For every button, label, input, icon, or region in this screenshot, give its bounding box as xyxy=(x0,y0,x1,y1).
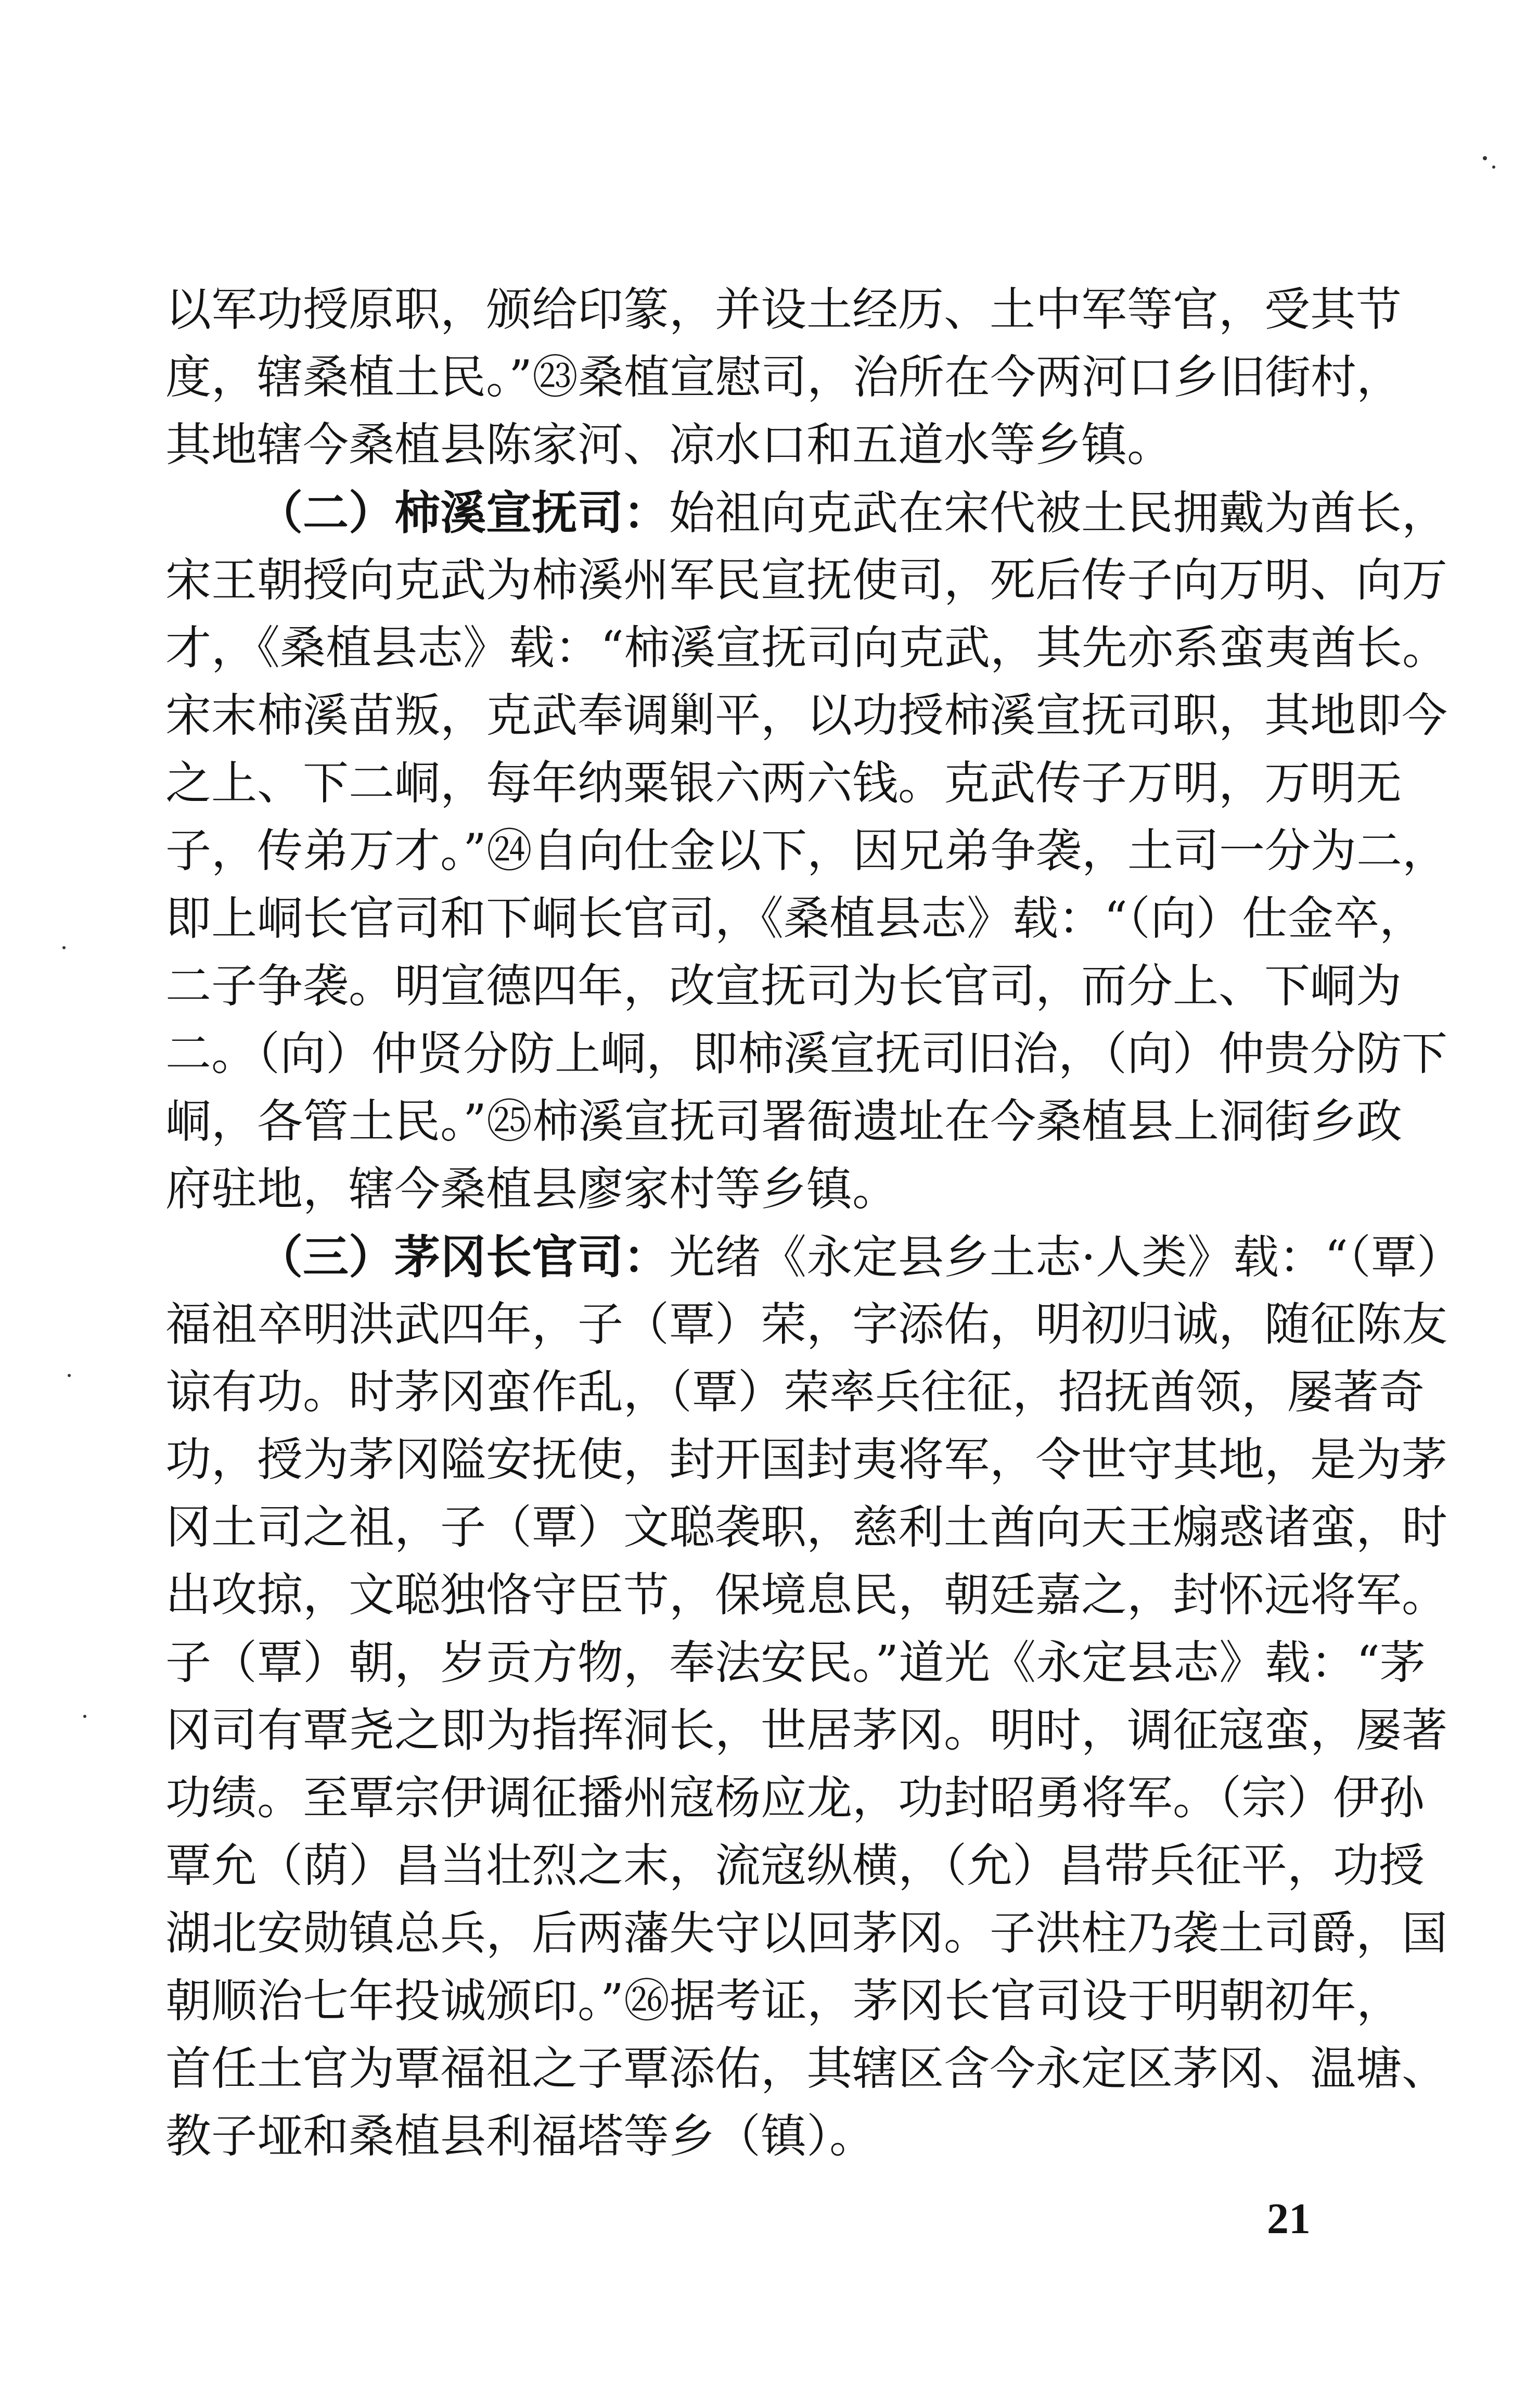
line-text: 谅有功。时茅冈蛮作乱，（覃）荣率兵往征，招抚酋领，屡著奇 xyxy=(165,1365,1425,1419)
line-text: 光绪《永定县乡土志·人类》载：“（覃） xyxy=(669,1230,1463,1284)
line-text: 冈司有覃尧之即为指挥洞长，世居茅冈。明时，调征寇蛮，屡著 xyxy=(165,1703,1448,1757)
text-line xyxy=(165,1291,1448,1358)
body-text xyxy=(165,276,1463,2170)
text-line xyxy=(165,276,1402,343)
text-line xyxy=(165,2103,1378,2170)
line-text: 功绩。至覃宗伊调征播州寇杨应龙，功封昭勇将军。（宗）伊孙 xyxy=(165,1771,1425,1825)
line-text: 出攻掠，文聪独恪守臣节，保境息民，朝廷嘉之，封怀远将军。 xyxy=(165,1568,1448,1622)
line-text: 冈土司之祖，子（覃）文聪袭职，慈利土酋向天王煽惑诸蛮，时 xyxy=(165,1500,1448,1554)
line-text: 其地辖今桑植县陈家河、凉水口和五道水等乡镇。 xyxy=(165,418,1173,472)
text-line xyxy=(165,1020,1448,1088)
scan-speck xyxy=(68,1374,71,1377)
line-text: 子，传弟万才。”㉔自向仕金以下，因兄弟争袭，土司一分为二， xyxy=(165,824,1448,877)
text-line xyxy=(165,343,1402,411)
text-line xyxy=(165,817,1448,885)
text-line xyxy=(165,2035,1448,2103)
line-text: 教子垭和桑植县利福塔等乡（镇）。 xyxy=(165,2109,876,2163)
text-line xyxy=(165,1155,1378,1223)
text-line xyxy=(165,1629,1426,1697)
line-text: 覃允（荫）昌当壮烈之末，流寇纵横，（允）昌带兵征平，功授 xyxy=(165,1839,1425,1892)
line-text: 度，辖桑植土民。”㉓桑植宣慰司，治所在今两河口乡旧街村， xyxy=(165,350,1402,404)
line-text: 二子争袭。明宣德四年，改宣抚司为长官司，而分上、下峒为 xyxy=(165,959,1402,1013)
scan-speck xyxy=(83,1715,86,1718)
line-text: 湖北安勋镇总兵，后两藩失守以回茅冈。子洪柱乃袭土司爵，国 xyxy=(165,1906,1448,1960)
page-number: 21 xyxy=(1267,2195,1311,2243)
text-line xyxy=(165,952,1402,1020)
text-line xyxy=(165,1561,1448,1629)
text-line xyxy=(165,1764,1425,1832)
line-text: 子（覃）朝，岁贡方物，奉法安民。”道光《永定县志》载：“茅 xyxy=(165,1636,1426,1689)
text-line xyxy=(165,614,1448,682)
line-text: 二。（向）仲贤分防上峒，即柿溪宣抚司旧治，（向）仲贵分防下 xyxy=(165,1027,1448,1080)
line-text: 功，授为茅冈隘安抚使，封开国封夷将军，令世守其地，是为茅 xyxy=(165,1433,1448,1486)
line-text: 才，《桑植县志》载：“柿溪宣抚司向克武，其先亦系蛮夷酋长。 xyxy=(165,621,1448,674)
line-text: 以军功授原职，颁给印篆，并设土经历、土中军等官，受其节 xyxy=(165,283,1402,336)
line-text: 首任土官为覃福祖之子覃添佑，其辖区含今永定区茅冈、温塘、 xyxy=(165,2042,1448,2095)
line-text: 峒，各管土民。”㉕柿溪宣抚司署衙遗址在今桑植县上洞街乡政 xyxy=(165,1094,1402,1148)
text-line xyxy=(165,546,1448,614)
line-text: 始祖向克武在宋代被土民拥戴为酋长， xyxy=(669,486,1448,540)
line-text: 福祖卒明洪武四年，子（覃）荣，字添佑，明初归诚，随征陈友 xyxy=(165,1297,1448,1351)
line-text: 即上峒长官司和下峒长官司，《桑植县志》载：“（向）仕金卒， xyxy=(165,891,1425,945)
text-line xyxy=(165,885,1425,952)
text-line xyxy=(165,1358,1425,1426)
text-line xyxy=(165,1223,1463,1291)
text-line xyxy=(165,682,1448,749)
text-line xyxy=(165,749,1402,817)
text-line xyxy=(165,1697,1448,1764)
scan-speck xyxy=(1483,156,1487,160)
line-text: 宋王朝授向克武为柿溪州军民宣抚使司，死后传子向万明、向万 xyxy=(165,553,1448,607)
text-line xyxy=(165,1832,1425,1900)
section-heading: （三）茅冈长官司： xyxy=(257,1230,670,1284)
section-heading: （二）柿溪宣抚司： xyxy=(257,486,670,540)
text-line xyxy=(165,1900,1448,1967)
text-line xyxy=(165,1494,1448,1561)
scan-speck xyxy=(1492,165,1495,169)
line-text: 府驻地，辖今桑植县廖家村等乡镇。 xyxy=(165,1162,899,1216)
text-line xyxy=(165,479,1448,546)
text-line xyxy=(165,1088,1402,1155)
line-text: 朝顺治七年投诚颁印。”㉖据考证，茅冈长官司设于明朝初年， xyxy=(165,1974,1402,2028)
line-text: 宋末柿溪苗叛，克武奉调剿平，以功授柿溪宣抚司职，其地即今 xyxy=(165,689,1448,742)
text-line xyxy=(165,1967,1402,2035)
line-text: 之上、下二峒，每年纳粟银六两六钱。克武传子万明，万明无 xyxy=(165,756,1402,810)
scan-speck xyxy=(62,946,66,949)
text-line xyxy=(165,411,1378,479)
text-line xyxy=(165,1426,1448,1494)
